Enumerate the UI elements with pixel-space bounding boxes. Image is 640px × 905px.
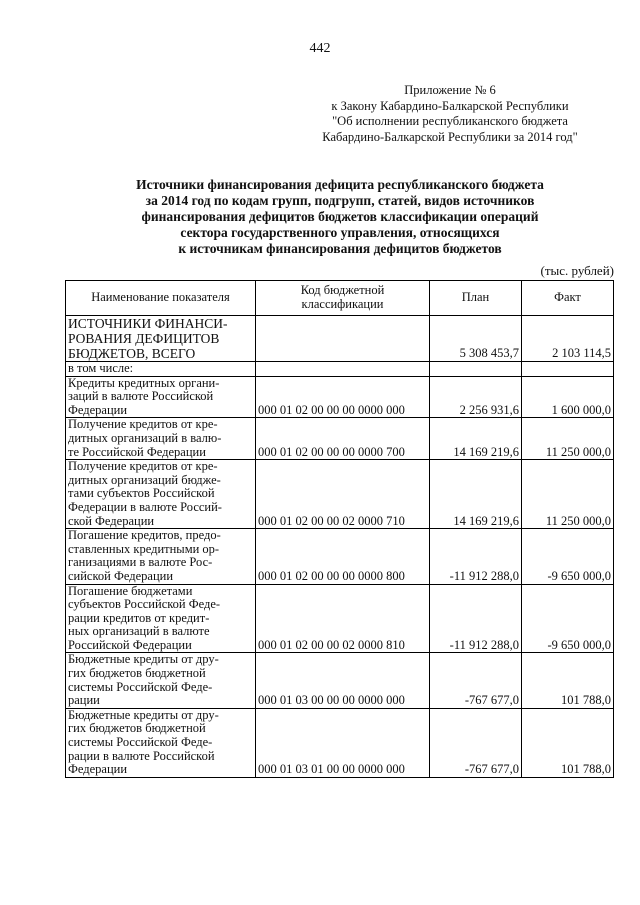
row-name-line: ганизациями в валюте Рос-	[68, 555, 213, 570]
row-plan: 2 256 931,6	[430, 376, 522, 418]
row-name-line: дитных организаций в валю-	[68, 430, 222, 445]
row-code	[256, 362, 430, 377]
appendix-line: к Закону Кабардино-Балкарской Республики	[331, 98, 569, 113]
row-name-line: РОВАНИЯ ДЕФИЦИТОВ	[68, 331, 220, 346]
row-name-line: ных организаций в валюте	[68, 624, 210, 639]
appendix-note	[290, 83, 610, 145]
row-fact	[522, 362, 614, 377]
row-code: 000 01 02 00 00 00 0000 700	[256, 418, 430, 460]
row-fact: -9 650 000,0	[522, 529, 614, 584]
row-plan: 14 169 219,6	[430, 418, 522, 460]
appendix-line: Приложение № 6	[404, 83, 496, 97]
row-name-line: БЮДЖЕТОВ, ВСЕГО	[68, 346, 196, 361]
row-code: 000 01 03 00 00 00 0000 000	[256, 653, 430, 708]
header-fact: Факт	[522, 281, 614, 316]
table-row	[66, 708, 614, 777]
row-name	[66, 584, 256, 653]
title-line: сектора государственного управления, относящихся	[180, 225, 500, 240]
row-name-line: сийской Федерации	[68, 568, 174, 583]
row-name-line: субъектов Российской Феде-	[68, 597, 221, 612]
row-code: 000 01 02 00 00 00 0000 800	[256, 529, 430, 584]
row-name	[66, 362, 256, 377]
row-name-line: ИСТОЧНИКИ ФИНАНСИ-	[68, 316, 228, 331]
row-name-line: рации в валюте Российской	[68, 748, 215, 763]
row-plan: 14 169 219,6	[430, 460, 522, 529]
table-row	[66, 418, 614, 460]
row-code: 000 01 02 00 00 00 0000 000	[256, 376, 430, 418]
row-name-line: Российской Федерации	[68, 637, 192, 652]
row-name	[66, 653, 256, 708]
row-name	[66, 708, 256, 777]
header-name: Наименование показателя	[66, 281, 256, 316]
page-number: 442	[309, 41, 331, 56]
row-name-line: рации кредитов от кредит-	[68, 610, 210, 625]
row-plan: -11 912 288,0	[430, 529, 522, 584]
table-row	[66, 584, 614, 653]
row-fact: 11 250 000,0	[522, 418, 614, 460]
table-row	[66, 460, 614, 529]
row-name-line: Бюджетные кредиты от дру-	[68, 652, 219, 667]
title-line: к источникам финансирования дефицитов бюджетов	[178, 241, 502, 256]
units-label: (тыс. рублей)	[540, 263, 614, 278]
row-plan: -767 677,0	[430, 653, 522, 708]
table-row	[66, 376, 614, 418]
header-plan: План	[430, 281, 522, 316]
row-name-line: Получение кредитов от кре-	[68, 459, 218, 474]
row-name	[66, 316, 256, 362]
table-row	[66, 362, 614, 377]
row-name-line: гих бюджетов бюджетной	[68, 666, 206, 681]
row-name	[66, 418, 256, 460]
row-name-line: ской Федерации	[68, 513, 155, 528]
header-code-line: классификации	[301, 297, 384, 311]
row-name-line: гих бюджетов бюджетной	[68, 721, 206, 736]
row-name-line: Кредиты кредитных органи-	[68, 375, 220, 390]
row-code: 000 01 03 01 00 00 0000 000	[256, 708, 430, 777]
row-name-line: ставленных кредитными ор-	[68, 541, 220, 556]
row-name-line: рации	[68, 693, 100, 708]
row-name-line: заций в валюте Российской	[68, 389, 214, 404]
row-plan	[430, 362, 522, 377]
table-row	[66, 316, 614, 362]
table-row	[66, 529, 614, 584]
row-fact: -9 650 000,0	[522, 584, 614, 653]
title-line: Источники финансирования дефицита республиканского бюджета	[136, 177, 544, 192]
row-fact: 101 788,0	[522, 708, 614, 777]
row-name	[66, 529, 256, 584]
row-name-line: Федерации	[68, 402, 128, 417]
header-code	[256, 281, 430, 316]
row-code: 000 01 02 00 00 02 0000 710	[256, 460, 430, 529]
row-name-line: Федерации в валюте Россий-	[68, 499, 222, 514]
table-header-row	[66, 281, 614, 316]
document-title	[70, 177, 610, 257]
row-name-line: дитных организаций бюдже-	[68, 472, 221, 487]
row-fact: 11 250 000,0	[522, 460, 614, 529]
row-code	[256, 316, 430, 362]
row-plan: -11 912 288,0	[430, 584, 522, 653]
row-name-line: Бюджетные кредиты от дру-	[68, 707, 219, 722]
header-code-line: Код бюджетной	[300, 283, 385, 298]
row-name	[66, 376, 256, 418]
appendix-line: Кабардино-Балкарской Республики за 2014 год"	[322, 129, 578, 144]
row-fact: 2 103 114,5	[522, 316, 614, 362]
row-name-line: Получение кредитов от кре-	[68, 417, 218, 432]
row-name-line: Погашение кредитов, предо-	[68, 528, 221, 543]
table-row	[66, 653, 614, 708]
row-name-line: системы Российской Феде-	[68, 679, 213, 694]
budget-sources-table	[65, 280, 614, 778]
row-name	[66, 460, 256, 529]
row-plan: 5 308 453,7	[430, 316, 522, 362]
row-name-line: тами субъектов Российской	[68, 486, 215, 501]
row-name-line: системы Российской Феде-	[68, 735, 213, 750]
row-fact: 101 788,0	[522, 653, 614, 708]
title-line: финансирования дефицитов бюджетов классификации операций	[141, 209, 539, 224]
row-code: 000 01 02 00 00 02 0000 810	[256, 584, 430, 653]
row-name-line: те Российской Федерации	[68, 444, 206, 459]
table-body	[66, 316, 614, 778]
row-name-line: Погашение бюджетами	[68, 583, 193, 598]
row-fact: 1 600 000,0	[522, 376, 614, 418]
row-name-line: в том числе:	[68, 361, 134, 375]
title-line: за 2014 год по кодам групп, подгрупп, статей, видов источников	[145, 193, 535, 208]
appendix-line: "Об исполнении республиканского бюджета	[332, 114, 568, 128]
row-name-line: Федерации	[68, 762, 128, 777]
row-plan: -767 677,0	[430, 708, 522, 777]
